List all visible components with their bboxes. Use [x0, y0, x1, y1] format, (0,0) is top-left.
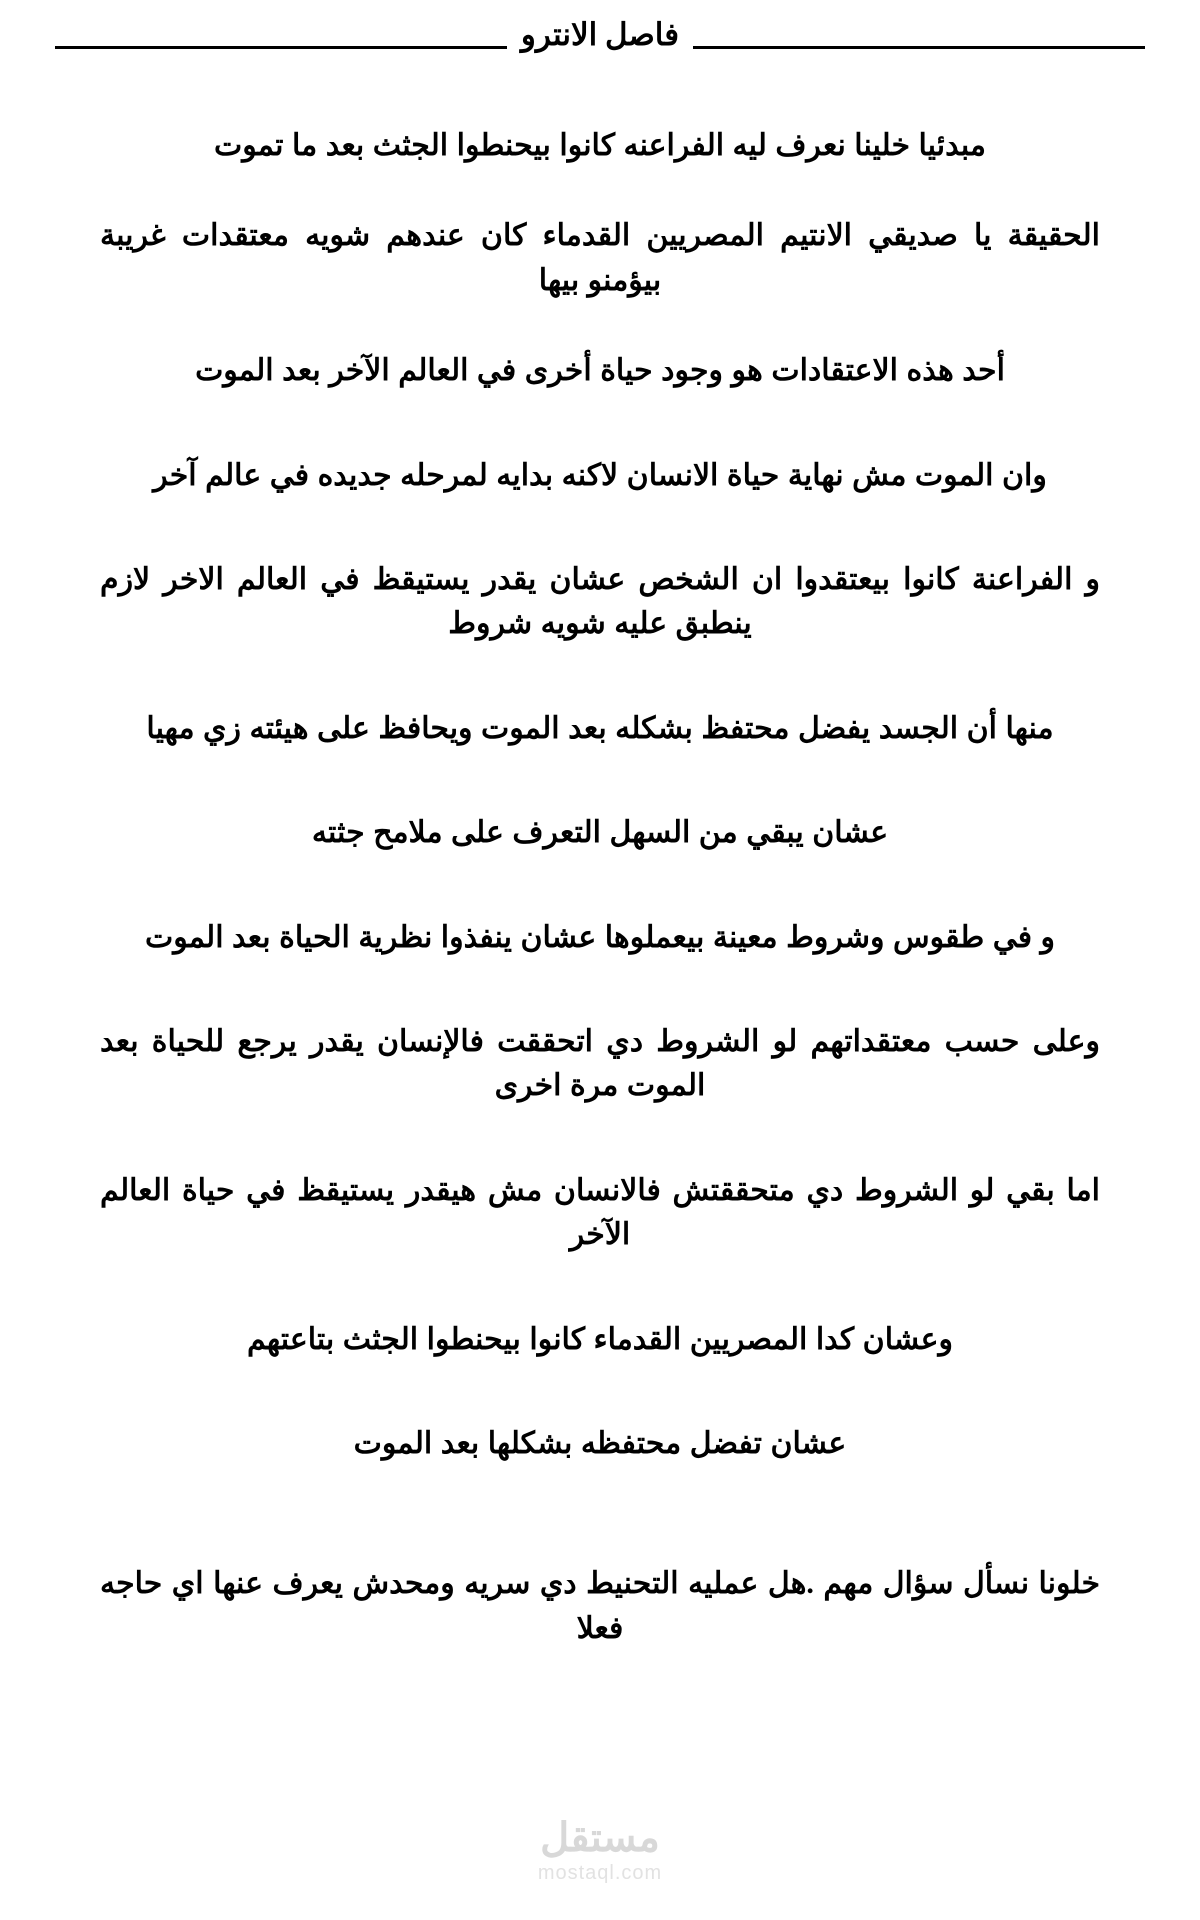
paragraph-5: و الفراعنة كانوا بيعتقدوا ان الشخص عشان يقدر يستيقظ في العالم الاخر لازم ينطبق عليه شويه شروط — [100, 563, 1100, 641]
paragraph-8: و في طقوس وشروط معينة بيعملوها عشان ينفذوا نظرية الحياة بعد الموت — [144, 920, 1056, 954]
header-rule-right — [693, 46, 1145, 49]
paragraph-9: وعلى حسب معتقداتهم لو الشروط دي اتحققت فالإنسان يقدر يرجع للحياة بعد الموت مرة اخرى — [100, 1025, 1100, 1103]
page-title: فاصل الانترو — [520, 17, 680, 52]
section-header — [55, 18, 1145, 52]
paragraph-7: عشان يبقي من السهل التعرف على ملامح جثته — [311, 816, 889, 850]
paragraph-1: مبدئيا خلينا نعرف ليه الفراعنه كانوا بيحنطوا الجثث بعد ما تموت — [214, 129, 986, 163]
paragraph-12: عشان تفضل محتفظه بشكلها بعد الموت — [353, 1426, 847, 1460]
paragraph-11: وعشان كدا المصريين القدماء كانوا بيحنطوا الجثث بتاعتهم — [246, 1322, 954, 1356]
paragraph-4: وان الموت مش نهاية حياة الانسان لاكنه بدايه لمرحله جديده في عالم آخر — [153, 458, 1047, 492]
document-body — [70, 124, 1130, 1651]
watermark-url: mostaql.com — [537, 1862, 663, 1884]
header-rule-left — [55, 46, 507, 49]
paragraph-6: منها أن الجسد يفضل محتفظ بشكله بعد الموت ويحافظ على هيئته زي مهيا — [146, 711, 1054, 745]
watermark-logo-text: مستقل — [540, 1815, 660, 1860]
paragraph-13: خلونا نسأل سؤال مهم .هل عمليه التحنيط دي سريه ومحدش يعرف عنها اي حاجه فعلا — [100, 1567, 1100, 1645]
paragraph-3: أحد هذه الاعتقادات هو وجود حياة أخرى في العالم الآخر بعد الموت — [195, 354, 1005, 388]
watermark — [480, 1815, 720, 1885]
paragraph-2: الحقيقة يا صديقي الانتيم المصريين القدماء كان عندهم شويه معتقدات غريبة بيؤمنو بيها — [100, 219, 1100, 297]
paragraph-10: اما بقي لو الشروط دي متحققتش فالانسان مش هيقدر يستيقظ في حياة العالم الآخر — [100, 1173, 1100, 1252]
